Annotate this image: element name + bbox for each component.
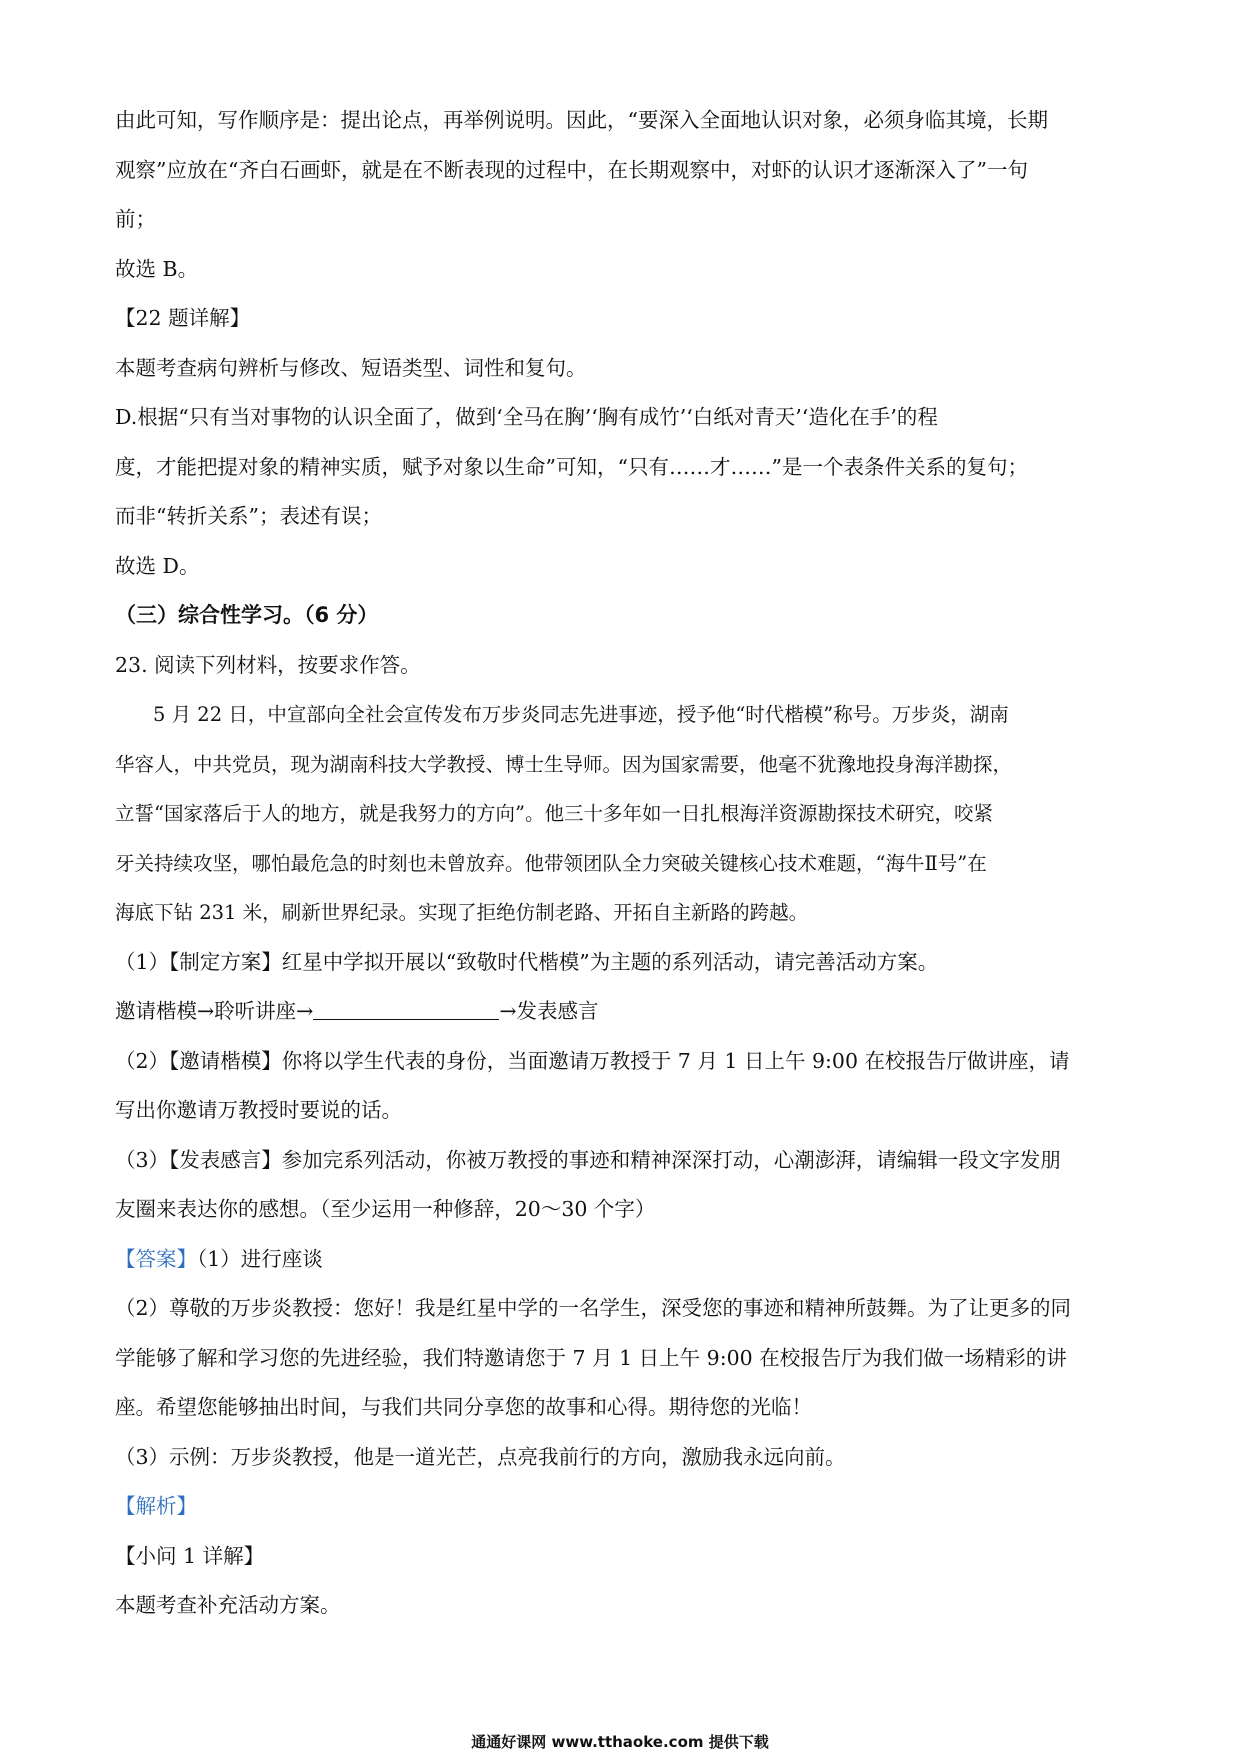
page-footer: 通通好课网 www.tthaoke.com 提供下载: [471, 1733, 769, 1751]
answer-text-line: 学能够了解和学习您的先进经验，我们特邀请您于 7 月 1 日上午 9:00 在校报告厅为我们做一场精彩的讲: [115, 1345, 1067, 1370]
question-23-prompt: 23. 阅读下列材料，按要求作答。: [115, 652, 421, 677]
text-line: 友圈来表达你的感想。（至少运用一种修辞，20～30 个字）: [115, 1197, 656, 1221]
question-22-heading: 【22 题详解】: [115, 306, 251, 330]
subquestion-1-heading: 【小问 1 详解】: [115, 1543, 265, 1568]
text-line: 观察”应放在“齐白石画虾，就是在不断表现的过程中，在长期观察中，对虾的认识才逐渐深入了”一句: [115, 157, 1028, 182]
text-line: 前；: [115, 207, 156, 231]
text-line: 由此可知，写作顺序是：提出论点，再举例说明。因此，“要深入全面地认识对象，必须身临其境，长期: [115, 108, 1048, 132]
analysis-label: 【解析】: [115, 1494, 197, 1518]
section-heading: （三）综合性学习。（6 分）: [115, 603, 379, 627]
text-line: D.根据“只有当对事物的认识全面了，做到‘全马在胸’‘胸有成竹’‘白纸对青天’‘造化在手’的程: [115, 405, 938, 429]
text-line: 本题考查病句辨析与修改、短语类型、词性和复句。: [115, 355, 587, 380]
answer-choice-line: 故选 D。: [115, 553, 200, 578]
material-line: 立誓“国家落后于人的地方，就是我努力的方向”。他三十多年如一日扎根海洋资源勘探技术研究，咬紧: [115, 802, 993, 825]
material-line: 华容人，中共党员，现为湖南科技大学教授、博士生导师。因为国家需要，他毫不犹豫地投身海洋勘探，: [115, 752, 1013, 776]
plan-before-text: 邀请楷模→聆听讲座→: [115, 999, 314, 1023]
text-line: 而非“转折关系”；表述有误；: [115, 504, 382, 528]
subquestion-2: （2）【邀请楷模】你将以学生代表的身份，当面邀请万教授于 7 月 1 日上午 9:00 在校报告厅做讲座，请: [115, 1048, 1070, 1073]
text-line: 度，才能把提对象的精神实质，赋予对象以生命”可知，“只有……才……”是一个表条件关系的复句；: [115, 454, 1028, 479]
answer-text-line: （2）尊敬的万步炎教授：您好！我是红星中学的一名学生，深受您的事迹和精神所鼓舞。为了让更多的同: [115, 1296, 1072, 1320]
document-body: [115, 96, 1125, 1631]
plan-after-text: →发表感言: [499, 999, 599, 1023]
material-line: 海底下钻 231 米，刷新世界纪录。实现了拒绝仿制老路、开拓自主新路的跨越。: [115, 901, 809, 924]
answer-line: [115, 1235, 1125, 1285]
answer-text-line: （3）示例：万步炎教授，他是一道光芒，点亮我前行的方向，激励我永远向前。: [115, 1444, 846, 1469]
subquestion-3: （3）【发表感言】参加完系列活动，你被万教授的事迹和精神深深打动，心潮澎湃，请编辑一段文字发朋: [115, 1147, 1061, 1172]
material-line: 牙关持续攻坚，哪怕最危急的时刻也未曾放弃。他带领团队全力突破关键核心技术难题，“海牛Ⅱ号”在: [115, 851, 987, 875]
text-line: 写出你邀请万教授时要说的话。: [115, 1098, 402, 1122]
text-line: 本题考查补充活动方案。: [115, 1593, 341, 1617]
activity-plan-line: [115, 987, 1125, 1037]
answer-label: 【答案】: [115, 1246, 197, 1271]
answer-text: （1）进行座谈: [197, 1246, 323, 1271]
answer-text-line: 座。希望您能够抽出时间，与我们共同分享您的故事和心得。期待您的光临！: [115, 1395, 812, 1419]
subquestion-1: （1）【制定方案】红星中学拟开展以“致敬时代楷模”为主题的系列活动，请完善活动方案。: [115, 949, 939, 974]
answer-choice-line: 故选 B。: [115, 256, 199, 281]
material-line: 5 月 22 日，中宣部向全社会宣传发布万步炎同志先进事迹，授予他“时代楷模”称号。万步炎，湖南: [153, 703, 1009, 726]
fill-in-blank: [313, 995, 499, 1020]
